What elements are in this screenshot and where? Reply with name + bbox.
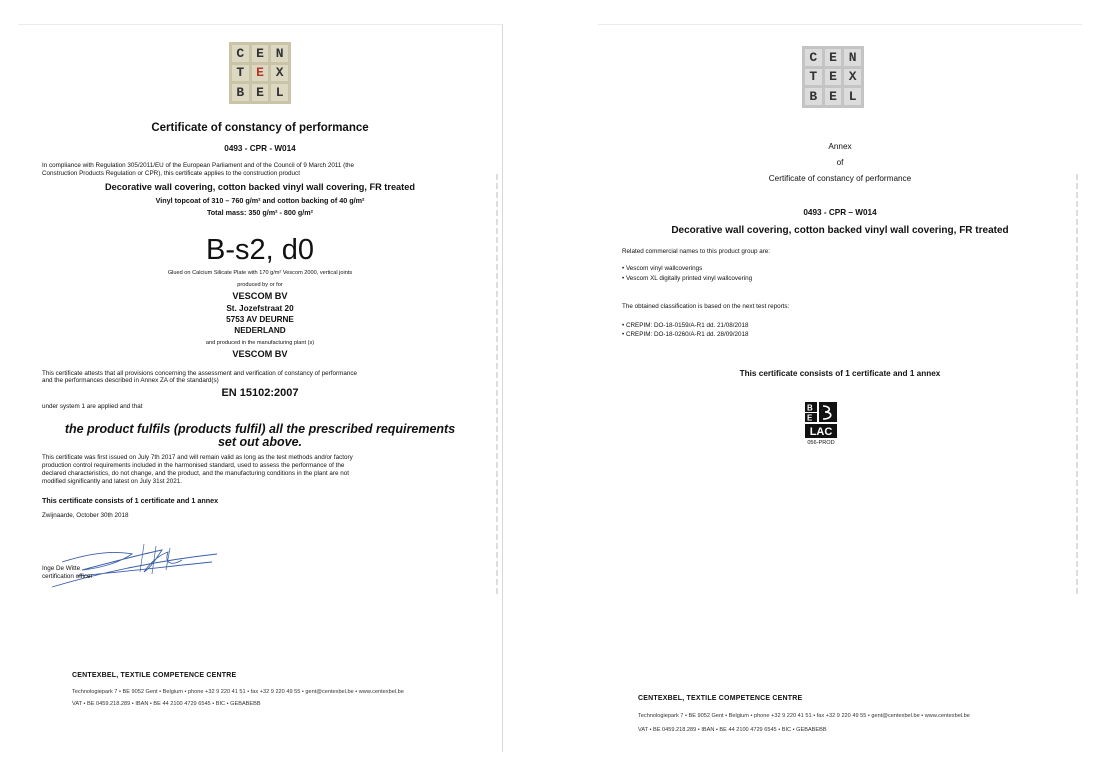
company-name: VESCOM BV [232,291,288,301]
company-city: 5753 AV DEURNE [226,315,294,324]
signer-name: Inge De Witte [42,565,81,572]
company-street: St. Jozefstraat 20 [226,304,294,313]
validity-line-2: production control requirements included in the harmonised standard, used to assess the performance of the [42,462,345,469]
mounting-conditions: Glued on Calcium Silicate Plate with 170 g/m² Vescom 2000, vertical joints [167,270,353,276]
validity-line-4: modified significantly and latest on July 31st 2021. [42,478,183,485]
certificate-title: Certificate of constancy of performance [151,122,369,134]
certificate-number: 0493 - CPR - W014 [224,144,296,153]
annex-number: 0493 - CPR – W014 [803,208,877,217]
footer-bank: VAT • BE 0459.218.289 • IBAN • BE 44 2100 4729 6545 • BIC • GEBABEBB [638,727,827,733]
margin-text [494,174,500,594]
name-item: • Vescom vinyl wallcoverings [622,265,703,272]
annex-certificate-count: This certificate consists of 1 certificate and 1 annex [739,369,941,378]
certificate-page [18,24,503,752]
intro-line-1: In compliance with Regulation 305/2011/EU of the European Parliament and of the Council of 9 March 2011 (the [42,162,355,169]
annex-page [598,24,1082,752]
svg-text:B: B [807,403,813,413]
annex-heading: Annex [828,142,852,151]
validity-line-1: This certificate was first issued on July 7th 2017 and will remain valid as long as the test methods and/or factory [42,454,353,461]
annex-product: Decorative wall covering, cotton backed vinyl wall covering, FR treated [671,225,1009,236]
report-item: • CREPIM: DO-18-0260/A-R1 dd. 28/09/2018 [622,331,749,338]
margin-text [1074,174,1080,594]
company-country: NEDERLAND [234,326,286,335]
footer-address: Technologiepark 7 • BE 9052 Gent • Belgium • phone +32 9 220 41 51 • fax +32 9 220 49 55 • gent@centexbel.be • www.centexbel.be [638,713,970,719]
reports-intro: The obtained classification is based on the next test reports: [622,303,790,310]
plant-name: VESCOM BV [232,349,288,359]
page-edge [598,24,1082,25]
validity-line-3: declared characteristics, do not change, and the product, and the manufacturing conditions in the plant are not [42,470,349,477]
footer-org: CENTEXBEL, TEXTILE COMPETENCE CENTRE [72,672,237,679]
fulfils-statement-2: set out above. [217,435,303,449]
annex-of: of [836,158,844,167]
attest-line-2: and the performances described in Annex ZA of the standard(s) [42,377,219,384]
attest-line-1: This certificate attests that all provisions concerning the assessment and verification of constancy of performance [42,370,357,377]
plant-label: and produced in the manufacturing plant (s) [205,340,315,346]
svg-text:E: E [807,413,813,423]
product-spec-2: Total mass: 350 g/m² - 800 g/m² [206,208,314,217]
annex-title: Certificate of constancy of performance [768,174,912,183]
page-edge [18,24,502,25]
classification: B-s2, d0 [206,234,314,266]
certificate-count: This certificate consists of 1 certificate and 1 annex [42,496,219,505]
product-name: Decorative wall covering, cotton backed vinyl wall covering, FR treated [105,182,415,192]
report-item: • CREPIM: DO-18-0159/A-R1 dd. 21/08/2018 [622,322,749,329]
place-date: Zwijnaarde, October 30th 2018 [42,512,129,519]
signature-image [32,532,222,592]
signer-role: certification officer [42,573,93,580]
system-line: under system 1 are applied and that [42,403,143,410]
centexbel-logo: C E N T E X B E L [229,42,291,104]
name-item: • Vescom XL digitally printed vinyl wallcovering [622,275,753,282]
standard: EN 15102:2007 [221,387,299,399]
centexbel-logo: C E N T E X B E L [802,46,864,108]
footer-org: CENTEXBEL, TEXTILE COMPETENCE CENTRE [638,695,803,702]
footer-bank: VAT • BE 0459.218.289 • IBAN • BE 44 2100 4729 6545 • BIC • GEBABEBB [72,701,261,707]
product-spec-1: Vinyl topcoat of 310 – 760 g/m² and cotton backing of 40 g/m² [155,196,365,205]
svg-text:LAC: LAC [809,426,833,438]
belac-code: 056-PROD [807,440,835,446]
produced-by-label: produced by or for [237,282,283,288]
footer-address: Technologiepark 7 • BE 9052 Gent • Belgium • phone +32 9 220 41 51 • fax +32 9 220 49 55 • gent@centexbel.be • www.centexbel.be [72,689,404,695]
intro-line-2: Construction Products Regulation or CPR), this certificate applies to the construction product [42,170,300,177]
fulfils-statement-1: the product fulfils (products fulfil) all the prescribed requirements [64,422,456,436]
names-intro: Related commercial names to this product group are: [622,248,771,255]
